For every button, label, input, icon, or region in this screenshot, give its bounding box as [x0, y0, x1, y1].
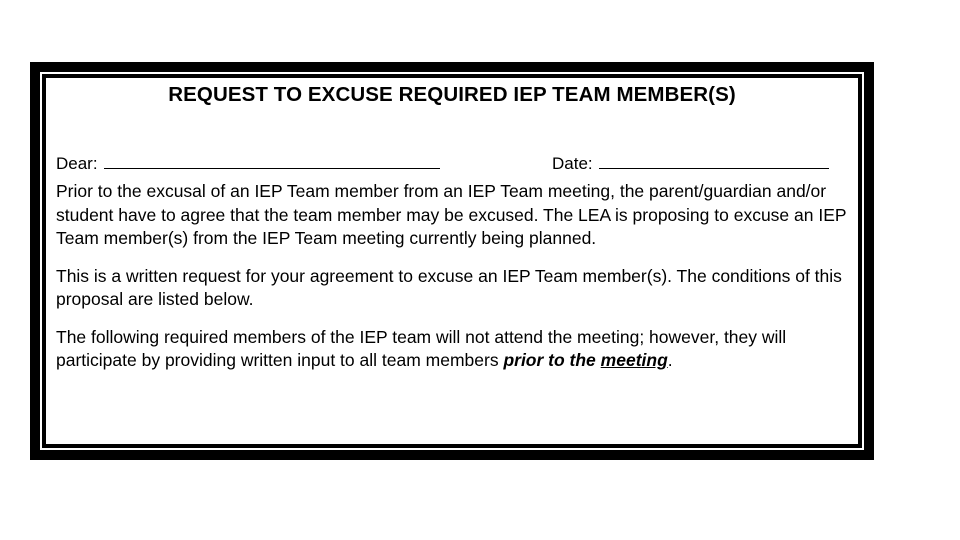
form-title: REQUEST TO EXCUSE REQUIRED IEP TEAM MEMBER(S)	[168, 83, 736, 106]
dear-label: Dear:	[56, 154, 98, 173]
salutation-row	[56, 153, 848, 175]
emphasis-prior-to-the: prior to the	[503, 350, 596, 370]
date-field	[552, 153, 829, 175]
paragraph-written-request: This is a written request for your agreement to excuse an IEP Team member(s). The conditions of this proposal are listed below.	[56, 265, 842, 309]
date-label: Date:	[552, 154, 593, 173]
form-frame	[30, 62, 874, 460]
form-document	[46, 78, 858, 444]
dear-field	[56, 153, 440, 175]
dear-blank-line[interactable]	[104, 154, 440, 169]
date-blank-line[interactable]	[599, 154, 829, 169]
paragraph-required-members-text: The following required members of the IEP team will not attend the meeting; however, they will participate by providing written input to all team members	[56, 326, 787, 370]
paragraph-excusal-agreement: Prior to the excusal of an IEP Team member from an IEP Team meeting, the parent/guardian and/or student have to agree that the team member may be excused. The LEA is proposing to excuse an IEP Team member(s) from the IEP Team meeting currently being planned.	[56, 181, 847, 248]
paragraph-end-period: .	[667, 350, 673, 370]
emphasis-meeting: meeting	[600, 350, 668, 370]
paragraph-required-members	[56, 326, 848, 373]
